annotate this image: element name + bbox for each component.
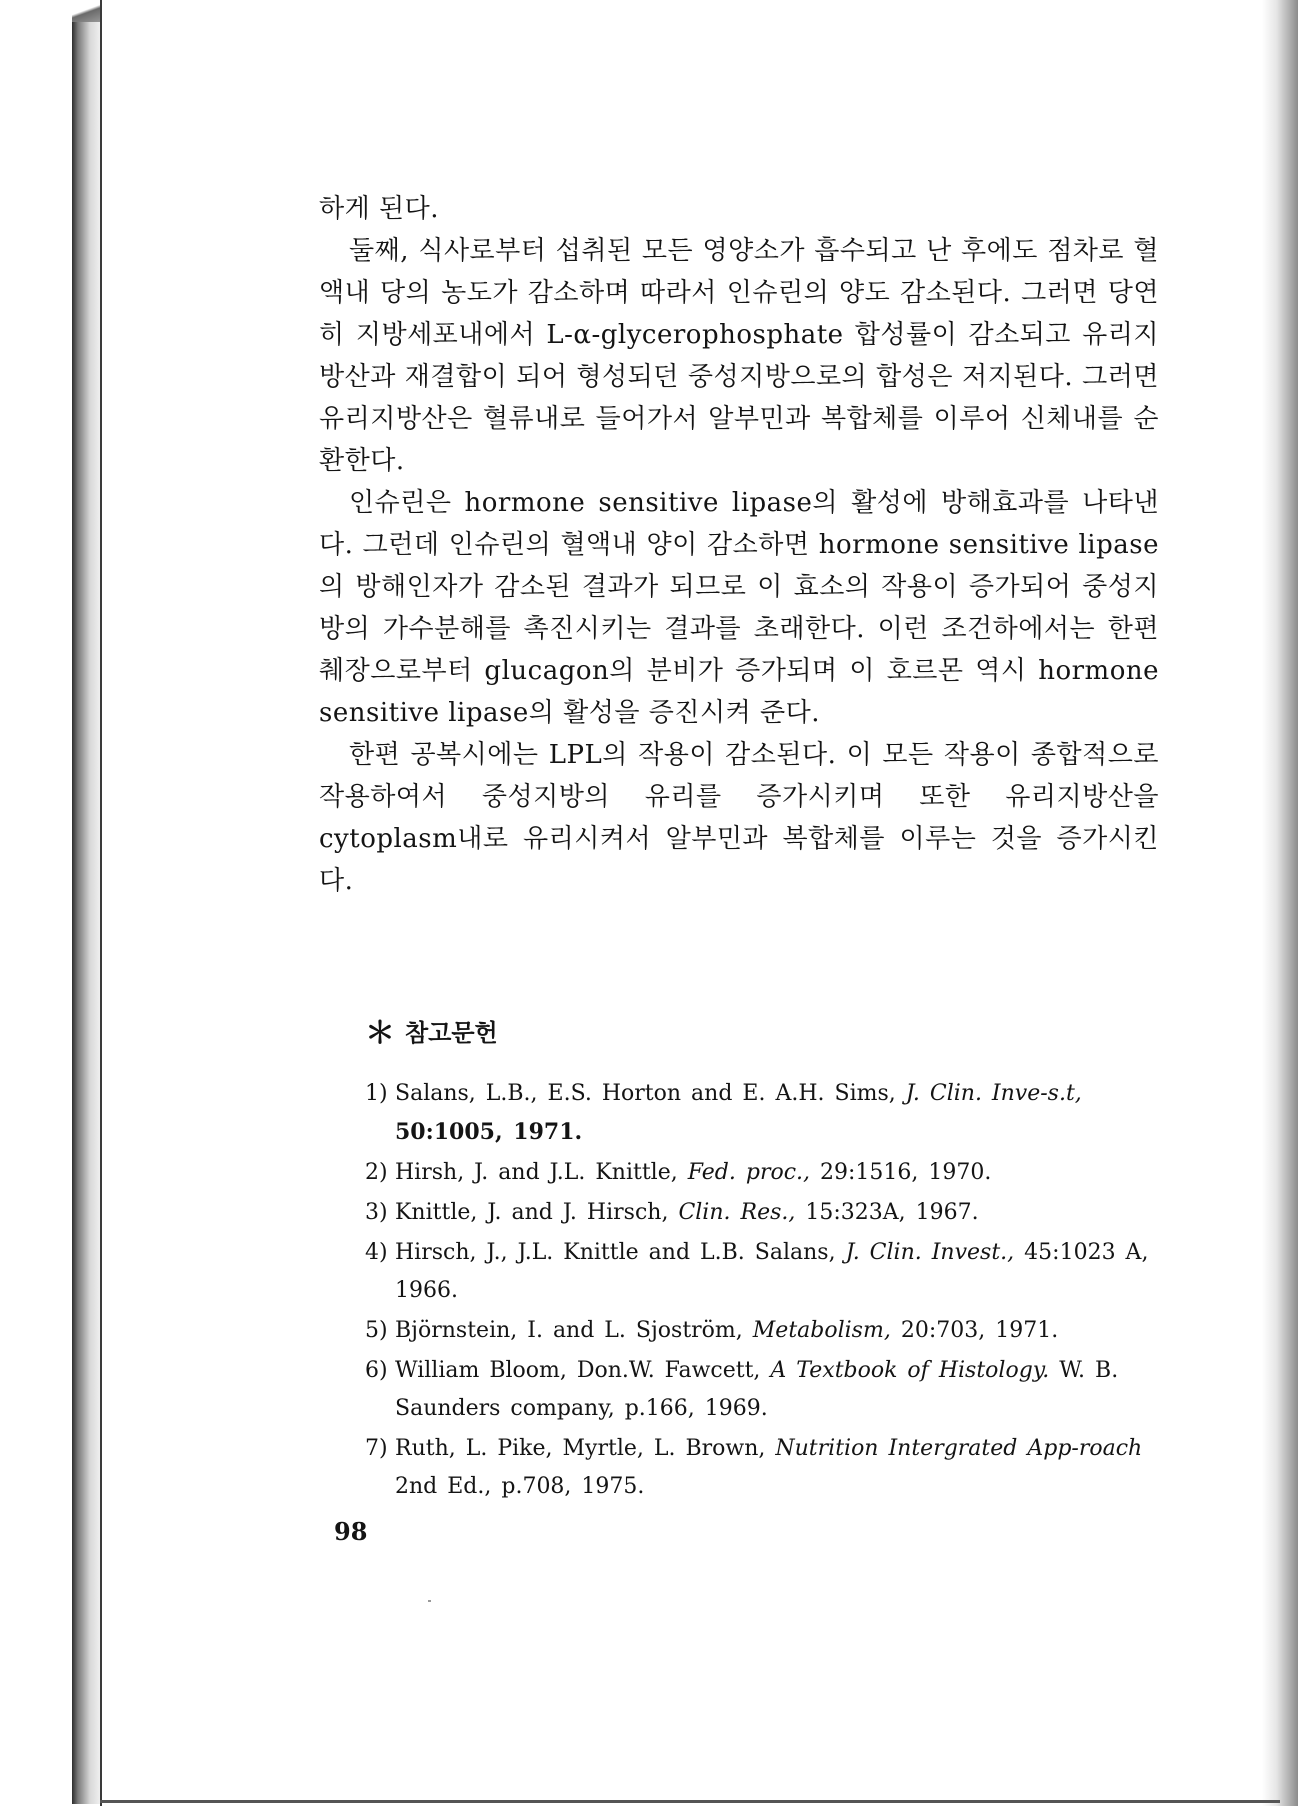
page-corner-fold [72,0,102,22]
reference-journal: J. Clin. Inve-s.t, [905,1081,1082,1106]
reference-number: 7) [365,1436,388,1461]
reference-journal: Nutrition Intergrated App-roach [775,1436,1143,1461]
scan-speck [428,1600,431,1602]
paragraph-second: 둘째, 식사로부터 섭취된 모든 영양소가 흡수되고 난 후에도 점차로 혈액내 당의 농도가 감소하며 따라서 인슈린의 양도 감소된다. 그러면 당연히 지방세포내에서 L-α-glycerophosphate 합성률이 감소되고 유리지방산과 재결합이 되어 형성되던 중성지방으로의 합성은 저지된다. 그러면 유리지방산은 혈류내로 들어가서 알부민과 복합체를 이루어 신체내를 순환한다. [319,236,1159,476]
paragraph-fasting: 한편 공복시에는 LPL의 작용이 감소된다. 이 모든 작용이 종합적으로 작용하여서 중성지방의 유리를 증가시키며 또한 유리지방산을 cytoplasm내로 유리시켜서 알부민과 복합체를 이루는 것을 증가시킨다. [319,740,1159,896]
references-section [365,1010,1165,1508]
reference-item [365,1234,1165,1310]
reference-citation: 2nd Ed., p.708, 1975. [395,1474,645,1499]
reference-authors: Salans, L.B., E.S. Horton and E. A.H. Sims, [395,1081,906,1106]
reference-number: 3) [365,1200,388,1225]
references-title: 참고문헌 [405,1018,498,1047]
page-number: 98 [334,1517,368,1546]
reference-authors: Ruth, L. Pike, Myrtle, L. Brown, [395,1436,776,1461]
reference-citation: 15:323A, 1967. [795,1200,979,1225]
reference-authors: William Bloom, Don.W. Fawcett, [395,1358,771,1383]
reference-citation: 29:1516, 1970. [810,1160,992,1185]
reference-citation: W. B. Saunders company, p.166, 1969. [395,1358,1119,1421]
reference-journal: J. Clin. Invest., [845,1240,1015,1265]
reference-journal: A Textbook of Histology. [770,1358,1050,1383]
references-heading [365,1010,1165,1050]
reference-number: 1) [365,1081,388,1106]
reference-item [365,1430,1165,1506]
page-bottom-edge [100,1800,1280,1803]
book-spine-edge [72,8,102,1804]
reference-authors: Hirsh, J. and J.L. Knittle, [395,1160,688,1185]
reference-number: 4) [365,1240,388,1265]
paragraph-insulin: 인슈린은 hormone sensitive lipase의 활성에 방해효과를 나타낸다. 그런데 인슈린의 혈액내 양이 감소하면 hormone sensitive lipase의 방해인자가 감소된 결과가 되므로 이 효소의 작용이 증가되어 중성지방의 가수분해를 촉진시키는 결과를 초래한다. 이런 조건하에서는 한편 췌장으로부터 glucagon의 분비가 증가되며 이 호르몬 역시 hormone sensitive lipase의 활성을 증진시켜 준다. [319,488,1159,728]
reference-item [365,1352,1165,1428]
reference-citation: 20:703, 1971. [890,1318,1059,1343]
reference-item [365,1194,1165,1232]
reference-journal: Fed. proc., [687,1160,811,1185]
reference-number: 5) [365,1318,388,1343]
reference-item [365,1074,1165,1152]
reference-journal: Metabolism, [752,1318,891,1343]
reference-number: 2) [365,1160,388,1185]
reference-citation: 45:1023 A, 1966. [395,1240,1149,1303]
reference-item [365,1154,1165,1192]
reference-citation: 50:1005, 1971. [395,1119,583,1145]
reference-authors: Knittle, J. and J. Hirsch, [395,1200,679,1225]
asterisk-icon: ＊ [365,1016,395,1051]
reference-item [365,1312,1165,1350]
reference-authors: Björnstein, I. and L. Sjoström, [395,1318,753,1343]
paragraph-continuation: 하게 된다. [319,194,439,224]
reference-journal: Clin. Res., [678,1200,796,1225]
page-right-shadow [1262,0,1298,1806]
reference-authors: Hirsch, J., J.L. Knittle and L.B. Salans, [395,1240,846,1265]
reference-number: 6) [365,1358,388,1383]
body-text [319,188,1159,902]
